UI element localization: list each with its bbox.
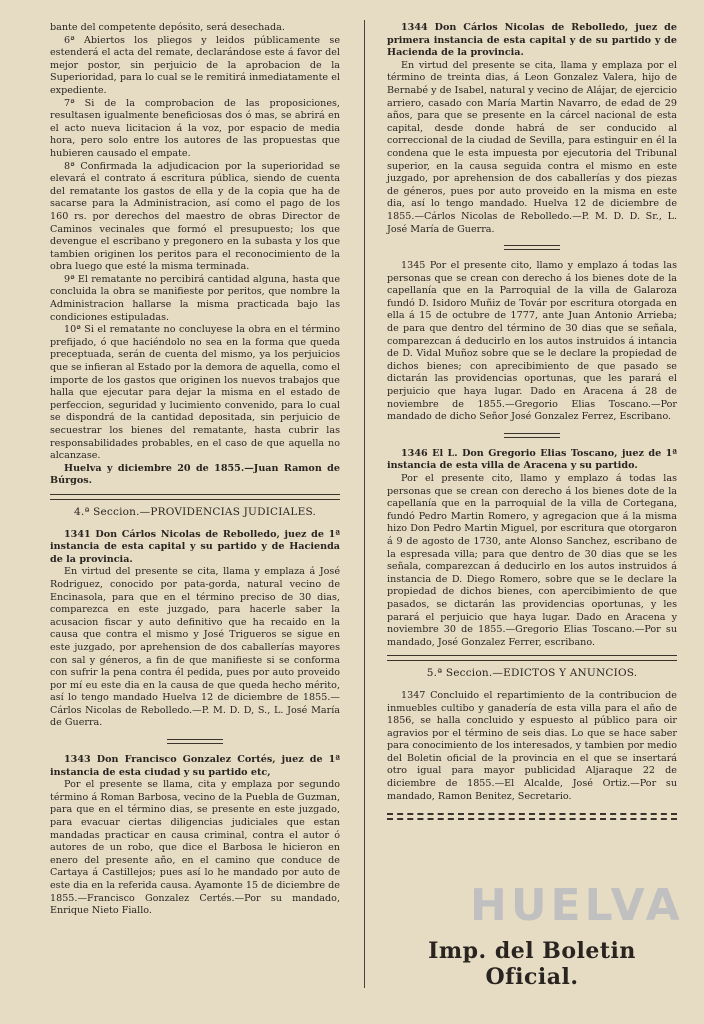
section-4-title: 4.ª Seccion.—PROVIDENCIAS JUDICIALES. [73, 505, 317, 518]
entry-1346-body: Por el presente cito, llamo y emplazo á todas las personas que se crean con derecho á los bienes dote de la capellanía que en la parroquial de la villa de Cortegana, fundó Pedro Martin Romero, y agregacion que á la misma hizo Don Pedro Martin Miguel, por escritura que otorgaron á 9 de agosto de 1730, ante Alonso Sanchez, escribano de la espresada villa; para que dentro de 30 dias que se les señala, comparezcan á deducirlo en los autos instruidos á instancia de D. Diego Romero, sobre que se le declare la propiedad de dichos bienes, con apercibimiento de que pasados, se dictarán las providencias oportunas, y les parará el perjuicio que haya lugar. Dado en Aracena y noviembre 30 de 1855.—Gregorio Elias Toscano.—Por su mandado, José Gonzalez Ferrer, escribano. [387, 473, 677, 648]
entry-1341-heading: 1341 Don Cárlos Nicolas de Rebolledo, juez de 1ª instancia de esta capital y su partido y de Hacienda de la provincia. [50, 528, 340, 565]
entry-1345-body: 1345 Por el presente cito, llamo y emplazo á todas las personas que se crean con derecho á los bienes dote de la capellanía que en la Parroquial de la villa de Galaroza fundó D. Isidoro Muñiz de Továr por escritura otorgada en ella á 15 de octubre de 1777, ante Juan Antonio Arrieba; de para que dentro del término de 30 dias que se señala, comparezcan á deducirlo en los autos instruidos á intancia de D. Vidal Muñoz sobre que se le declare la propiedad de dichos bienes; con aprecibimiento de que pasado se dictarán las providencias oportunas, que les parará el perjuicio que haya lugar. Dado en Aracena á 28 de noviembre de 1855.—Gregorio Elias Toscano.—Por mandado de dicho Señor José Gonzalez Ferrez, Escribano. [387, 260, 677, 423]
entry-divider [167, 739, 223, 744]
section-divider [387, 655, 677, 661]
left-column [50, 22, 340, 918]
entry-1341 [50, 529, 340, 731]
entry-1343-body: Por el presente se llama, cita y emplaza por segundo término á Roman Barbosa, vecino de la Puebla de Guzman, para que en el término dias, se presente en este juzgado, para evacuar ciertas diligencias judiciales que estan mandadas practicar en causa criminal, contra el autor ó autores de un robo, que dice el Barbosa le hicieron en enero del presente año, en el camino que conduce de Cartaya á Castillejos; pues así lo he mandado por auto de este dia en la referida causa. Ayamonte 15 de diciembre de 1855.—Francisco Gonzalez Certés.—Por su mandado, Enrique Nieto Fiallo. [50, 779, 340, 917]
entry-divider [504, 433, 560, 438]
entry-1346-heading: 1346 El L. Don Gregorio Elias Toscano, juez de 1ª instancia de esta villa de Aracena y su partido. [387, 447, 677, 472]
right-column [387, 22, 677, 828]
entry-1347-body: 1347 Concluido el repartimiento de la contribucion de inmuebles cultibo y ganadería de esta villa para el año de 1856, se halla concluido y espuesto al público para oir agravios por el término de seis dias. Lo que se hace saber para conocimiento de los interesados, y tambien por medio del Boletin oficial de la provincia en el que se insertará otro igual para mayor publicidad Aljaraque 22 de diciembre de 1855.—El Alcalde, José Ortiz.—Por su mandado, Ramon Benitez, Secretario. [387, 689, 677, 802]
entry-1343-heading: 1343 Don Francisco Gonzalez Cortés, juez de 1ª instancia de esta ciudad y su partido etc, [50, 754, 340, 778]
condition-8: 8ª Confirmada la adjudicacion por la superioridad se elevará el contrato á escritura pública, siendo de cuenta del rematante los gastos de ella y de la copia que ha de sacarse para la Administracion, así como el pago de los 160 rs. por derechos del maestro de obras Director de Caminos vecinales que formó el presupuesto; los que devengue el escribano y pregonero en la subasta y los que tambien originen los peritos para el reconocimiento de la obra luego que esté la misma terminada. [50, 160, 340, 273]
column-divider [364, 20, 365, 988]
condition-6: 6ª Abiertos los pliegos y leidos públicamente se estenderá el acta del remate, declarándose este á favor del mejor postor, sin perjuicio de la aprobacion de la Superioridad, para lo cual se le remitirá inmediatamente el expediente. [50, 34, 340, 96]
closing-divider [387, 813, 677, 820]
section-divider [50, 494, 340, 500]
intro-text: bante del competente depósito, será desechada. [50, 22, 285, 33]
library-stamp: HUELVA [470, 880, 684, 931]
signature-burgos: Huelva y diciembre 20 de 1855.—Juan Ramon de Búrgos. [50, 462, 340, 487]
condition-7: 7ª Si de la comprobacion de las proposiciones, resultasen igualmente beneficiosas dos ó mas, se abrirá en el acto nueva licitacion á la voz, por espacio de media hora, pero solo entre los autores de las propuestas que hubieren causado el empate. [50, 97, 340, 159]
entry-1345 [387, 260, 677, 424]
entry-1346 [387, 448, 677, 650]
entry-1344-body: En virtud del presente se cita, llama y emplaza por el término de treinta dias, á Leon Gonzalez Valera, hijo de Bernabé y de Isabel, natural y vecino de Alájar, de ejercicio arriero, casado con María Martin Navarro, de edad de 29 años, para que se presente en la cárcel nacional de esta capital, desde donde habrá de ser conducido al correccional de la ciudad de Sevilla, para estinguir en él la condena que le esta impuesta por ejecutoria del Tribunal superior, en la causa seguida contra el mismo en este juzgado, por aprehension de dos caballerías y dos piezas de géneros, pues por auto proveido en la misma en este dia, así lo tengo mandado. Huelva 12 de diciembre de 1855.—Cárlos Nicolas de Rebolledo.—P. M. D. D. Sr., L. José María de Guerra. [387, 59, 677, 235]
entry-1343 [50, 754, 340, 918]
entry-1344 [387, 22, 677, 236]
entry-divider [504, 245, 560, 250]
printer-imprint: Imp. del Boletin Oficial. [428, 938, 636, 990]
section-5-title: 5.ª Seccion.—EDICTOS Y ANUNCIOS. [426, 667, 638, 680]
entry-1344-heading: 1344 Don Cárlos Nicolas de Rebolledo, juez de primera instancia de esta capital y de su partido y de Hacienda de la provincia. [387, 22, 677, 59]
entry-1341-body: En virtud del presente se cita, llama y emplaza á José Rodriguez, conocido por pata-gorda, natural vecino de Encinasola, para que en el término preciso de 30 dias, comparezca en este juzgado, para hacerle saber la acusacion fiscar y auto definitivo que ha recaido en la causa que contra el mismo y José Trigueros se sigue en este juzgado, por aprehension de dos caballerías mayores con sal y géneros, a fin de que manifieste si se conforma con sufrir la pena contra él pedida, pues por auto proveido por mí eu este dia en la causa de que queda hecho mérito, así lo tengo mandado Huelva 12 de diciembre de 1855.—Cárlos Nicolas de Rebolledo.—P. M. D. D, S., L. José María de Guerra. [50, 566, 340, 729]
condition-10: 10ª Si el rematante no concluyese la obra en el término prefijado, ó que haciéndolo no sea en la forma que queda preceptuada, serán de cuenta del mismo, ya los perjuicios que se infieran al Estado por la demora de aquella, como el importe de los gastos que originen los nuevos trabajos que halla que ejecutar para dejar la misma en el estado de perfeccion, seguridad y lucimiento convenido, para lo cual se dispondrá de la cantidad depositada, sin perjuicio de secuestrar los bienes del rematante, hasta cubrir las responsabilidades probables, en el caso de que aquella no alcanzase. [50, 324, 340, 462]
condition-9: 9ª El rematante no percibirá cantidad alguna, hasta que concluida la obra se manifieste por peritos, que nombre la Administracion hallarse la misma practicada bajo las condiciones estipuladas. [50, 273, 340, 323]
entry-1347 [387, 690, 677, 803]
